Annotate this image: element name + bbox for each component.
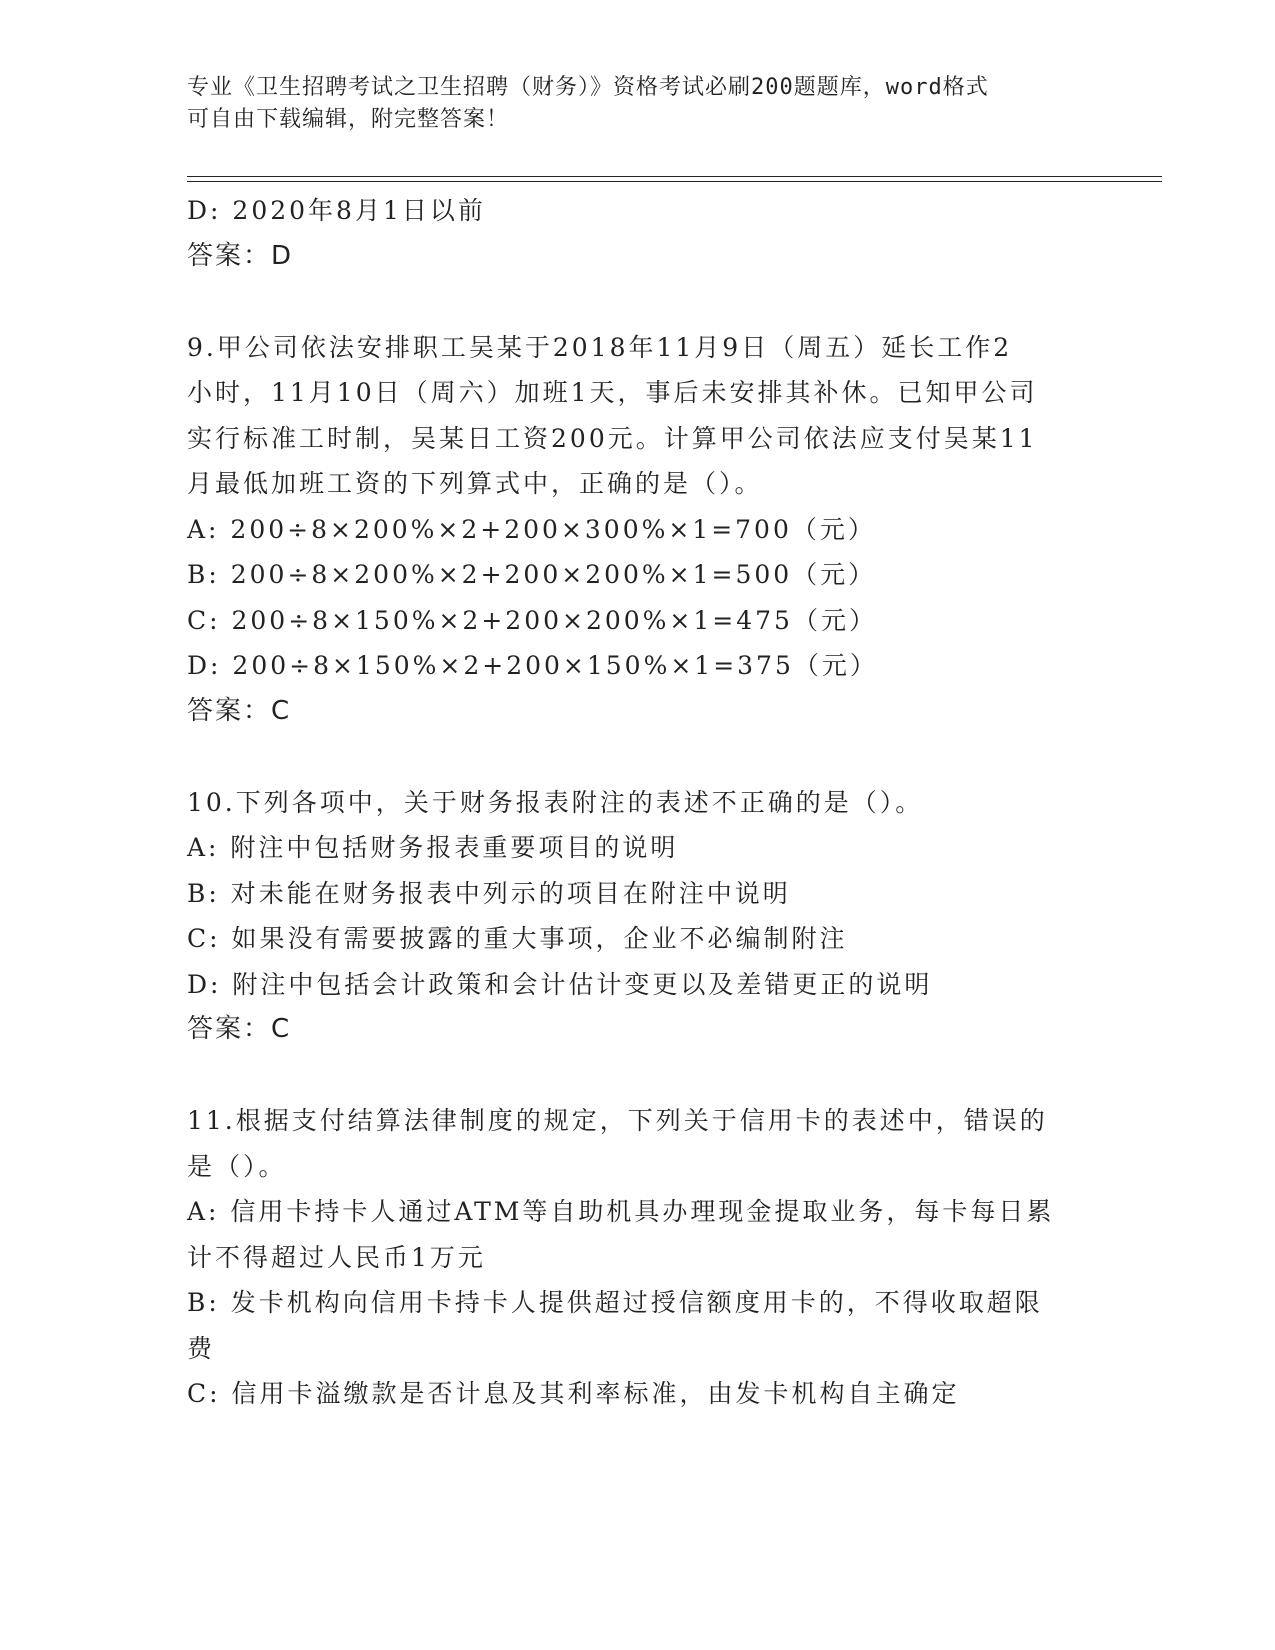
header-title-line-1: 专业《卫生招聘考试之卫生招聘（财务）》资格考试必刷200题题库，word格式 (187, 75, 989, 100)
question-stem-line: 10.下列各项中，关于财务报表附注的表述不正确的是（）。 (187, 787, 924, 817)
question-stem-line: 9.甲公司依法安排职工吴某于2018年11月9日（周五）延长工作2 (187, 332, 1013, 362)
option-d: D: 附注中包括会计政策和会计估计变更以及差错更正的说明 (187, 969, 933, 999)
spacer (187, 279, 1087, 325)
header-title-line-2: 可自由下载编辑，附完整答案！ (187, 107, 510, 132)
option-a: A: 200÷8×200%×2+200×300%×1=700（元） (187, 514, 876, 544)
header-divider-top (187, 176, 1162, 177)
answer-line: 答案：C (187, 1014, 292, 1044)
spacer (187, 1053, 1087, 1099)
answer-line: 答案：C (187, 695, 292, 726)
question-stem-line: 月最低加班工资的下列算式中，正确的是（）。 (187, 469, 763, 498)
option-b: B: 200÷8×200%×2+200×200%×1=500（元） (187, 560, 877, 589)
question-stem-line: 小时，11月10日（周六）加班1天，事后未安排其补休。已知甲公司 (187, 378, 1038, 407)
option-a: A: 附注中包括财务报表重要项目的说明 (187, 833, 679, 862)
question-stem-line: 实行标准工时制，吴某日工资200元。计算甲公司依法应支付吴某11 (187, 423, 1038, 453)
option-a: A: 信用卡持卡人通过ATM等自助机具办理现金提取业务，每卡每日累 (187, 1197, 1055, 1226)
header-divider-bottom (187, 181, 1162, 182)
option-a-continued: 计不得超过人民币1万元 (187, 1242, 486, 1272)
option-d: D: 200÷8×150%×2+200×150%×1=375（元） (187, 651, 878, 680)
question-stem-line: 11.根据支付结算法律制度的规定，下列关于信用卡的表述中，错误的 (187, 1106, 1048, 1135)
option-b: B: 对未能在财务报表中列示的项目在附注中说明 (187, 878, 791, 908)
option-b-continued: 费 (187, 1333, 216, 1363)
option-c: C: 信用卡溢缴款是否计息及其利率标准，由发卡机构自主确定 (187, 1379, 960, 1408)
question-10 (187, 780, 1087, 1053)
previous-question (187, 188, 1087, 279)
question-11 (187, 1098, 1087, 1417)
spacer (187, 734, 1087, 780)
option-c: C: 200÷8×150%×2+200×200%×1=475（元） (187, 605, 877, 635)
option-c: C: 如果没有需要披露的重大事项，企业不必编制附注 (187, 924, 848, 953)
option-b: B: 发卡机构向信用卡持卡人提供超过授信额度用卡的，不得收取超限 (187, 1288, 1043, 1317)
answer-line: 答案：D (187, 240, 294, 271)
question-9 (187, 325, 1087, 735)
question-stem-line: 是（）。 (187, 1151, 287, 1181)
document-body (187, 188, 1087, 1417)
document-header (187, 72, 1087, 136)
option-d: D: 2020年8月1日以前 (187, 196, 486, 225)
